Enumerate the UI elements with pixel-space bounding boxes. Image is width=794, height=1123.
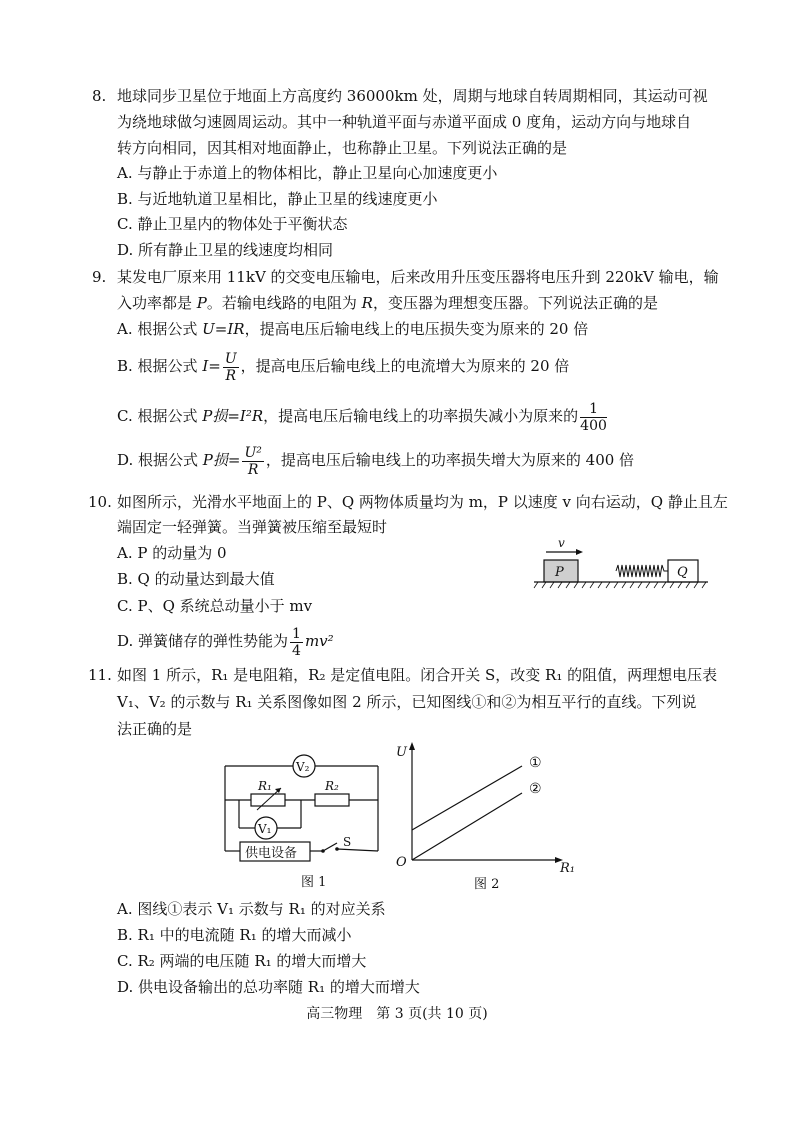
q10-block-q-label: Q [677,565,688,580]
q11-voltmeter-v1-label: V₁ [258,822,272,836]
q9-stem-line2 [117,293,658,313]
q11-figure2-caption: 图 2 [474,877,500,892]
q11-graph-r1-label: R₁ [560,861,575,876]
q9-option-d [117,442,634,478]
q9-option-d-denominator: R [247,461,259,478]
q9-option-b-formula-lhs: I= [202,357,221,375]
q11-figure1-circuit [215,748,390,893]
q10-option-d-fraction [290,626,303,659]
q8-stem-line2: 为绕地球做匀速圆周运动。其中一种轨道平面与赤道平面成 0 度角，运动方向与地球自 [117,113,692,131]
q11-stem-line2: V₁、V₂ 的示数与 R₁ 关系图像如图 2 所示，已知图线①和②为相互平行的直线。下列说 [117,693,697,711]
q11-option-a: A. 图线①表示 V₁ 示数与 R₁ 的对应关系 [117,900,386,918]
q8-number: 8. [92,87,107,105]
q11-power-supply-label: 供电设备 [245,846,298,861]
q11-resistor-r2-label: R₂ [325,779,339,793]
q8-option-d: D. 所有静止卫星的线速度均相同 [117,241,334,259]
q11-graph-line2-label: ② [529,781,542,797]
q9-option-c-prefix: C. 根据公式 [117,407,203,425]
q8-stem-line1: 地球同步卫星位于地面上方高度约 36000km 处，周期与地球自转周期相同，其运动可视 [117,87,708,105]
q9-option-b-denominator: R [225,367,236,384]
q9-option-b-numerator: U [224,350,237,367]
q9-number: 9. [92,268,107,286]
q10-number: 10. [88,493,112,511]
q10-option-d-prefix: D. 弹簧储存的弹性势能为 [117,632,289,650]
q9-option-a [117,319,588,339]
q11-graph-u-axis-arrow [409,742,415,750]
q9-option-d-fraction [242,445,263,478]
q11-option-c: C. R₂ 两端的电压随 R₁ 的增大而增大 [117,952,367,970]
q9-option-c-formula: P损=I²R [202,407,264,425]
q11-stem-line3: 法正确的是 [117,720,193,738]
q10-velocity-arrowhead [576,549,583,555]
q11-graph-line1 [412,766,522,830]
q9-option-c-fraction [580,401,607,434]
q9-stem-line2-b: 。若输电线路的电阻为 [206,294,362,312]
q9-option-a-formula: U=IR [202,320,245,338]
q10-figure [532,536,712,598]
q8-option-b: B. 与近地轨道卫星相比，静止卫星的线速度更小 [117,190,438,208]
q11-graph-origin-label: O [396,855,407,870]
q9-power-symbol: P [196,294,207,312]
q10-option-a: A. P 的动量为 0 [117,544,227,562]
q8-option-a: A. 与静止于赤道上的物体相比，静止卫星向心加速度更小 [117,164,498,182]
q9-stem-line1: 某发电厂原来用 11kV 的交变电压输电，后来改用升压变压器将电压升到 220kV 输电，输 [117,268,719,286]
q9-stem-line2-a: 入功率都是 [117,294,197,312]
page-footer: 高三物理 第 3 页(共 10 页) [306,1006,488,1022]
q11-voltmeter-v2-label: V₂ [296,760,310,774]
q10-option-c: C. P、Q 系统总动量小于 mv [117,597,313,615]
q9-option-d-text: ，提高电压后输电线上的功率损失增大为原来的 400 倍 [265,451,635,469]
q9-option-a-text: ，提高电压后输电线上的电压损失变为原来的 20 倍 [244,320,589,338]
q11-figure2-graph [392,738,582,896]
q9-option-b-text: ，提高电压后输电线上的电流增大为原来的 20 倍 [240,357,570,375]
q8-option-c: C. 静止卫星内的物体处于平衡状态 [117,215,348,233]
q9-option-d-numerator: U² [244,444,262,461]
q10-ground-hatching [534,582,706,588]
q11-graph-line2 [412,793,522,860]
q11-switch-contact-left [321,849,325,853]
q9-option-c-denominator: 400 [580,417,607,434]
q9-option-b [117,348,569,384]
q9-option-b-fraction [223,351,239,384]
q11-figure1-caption: 图 1 [301,875,327,890]
q11-number: 11. [88,666,112,684]
q11-stem-line1: 如图 1 所示，R₁ 是电阻箱，R₂ 是定值电阻。闭合开关 S，改变 R₁ 的阻值，两理想电压表 [117,666,718,684]
q9-resistance-symbol: R [361,294,373,312]
q10-option-b: B. Q 的动量达到最大值 [117,570,275,588]
q11-switch-label: S [343,835,352,849]
q11-resistor-r1-label: R₁ [258,779,272,793]
q9-option-d-prefix: D. 根据公式 [117,451,203,469]
q10-option-d-numerator: 1 [292,625,301,642]
q9-option-a-prefix: A. 根据公式 [117,320,203,338]
q9-option-d-formula-lhs: P损= [202,451,241,469]
q10-stem-line1: 如图所示，光滑水平地面上的 P、Q 两物体质量均为 m，P 以速度 v 向右运动，Q 静止且左 [117,493,728,511]
q11-option-d: D. 供电设备输出的总功率随 R₁ 的增大而增大 [117,978,420,996]
q10-option-d-denominator: 4 [292,642,301,659]
q10-spring [616,565,668,577]
q8-stem-line3: 转方向相同，因其相对地面静止，也称静止卫星。下列说法正确的是 [117,139,568,157]
q9-option-c-numerator: 1 [580,401,607,418]
q9-option-c-text: ，提高电压后输电线上的功率损失减小为原来的 [263,407,579,425]
q11-graph-u-label: U [396,745,407,760]
q9-stem-line2-c: ，变压器为理想变压器。下列说法正确的是 [372,294,658,312]
q10-block-p-label: P [555,565,564,580]
q11-option-b: B. R₁ 中的电流随 R₁ 的增大而减小 [117,926,352,944]
q9-option-b-prefix: B. 根据公式 [117,357,203,375]
q11-switch-contact-right [335,847,339,851]
q11-resistor-r2 [315,794,349,806]
q10-option-d [117,623,334,659]
q9-option-c [117,398,609,434]
q10-stem-line2: 端固定一轻弹簧。当弹簧被压缩至最短时 [117,518,388,536]
q10-option-d-expression: mv² [304,632,334,650]
q10-velocity-label: v [558,536,565,550]
q11-graph-line1-label: ① [529,755,542,771]
